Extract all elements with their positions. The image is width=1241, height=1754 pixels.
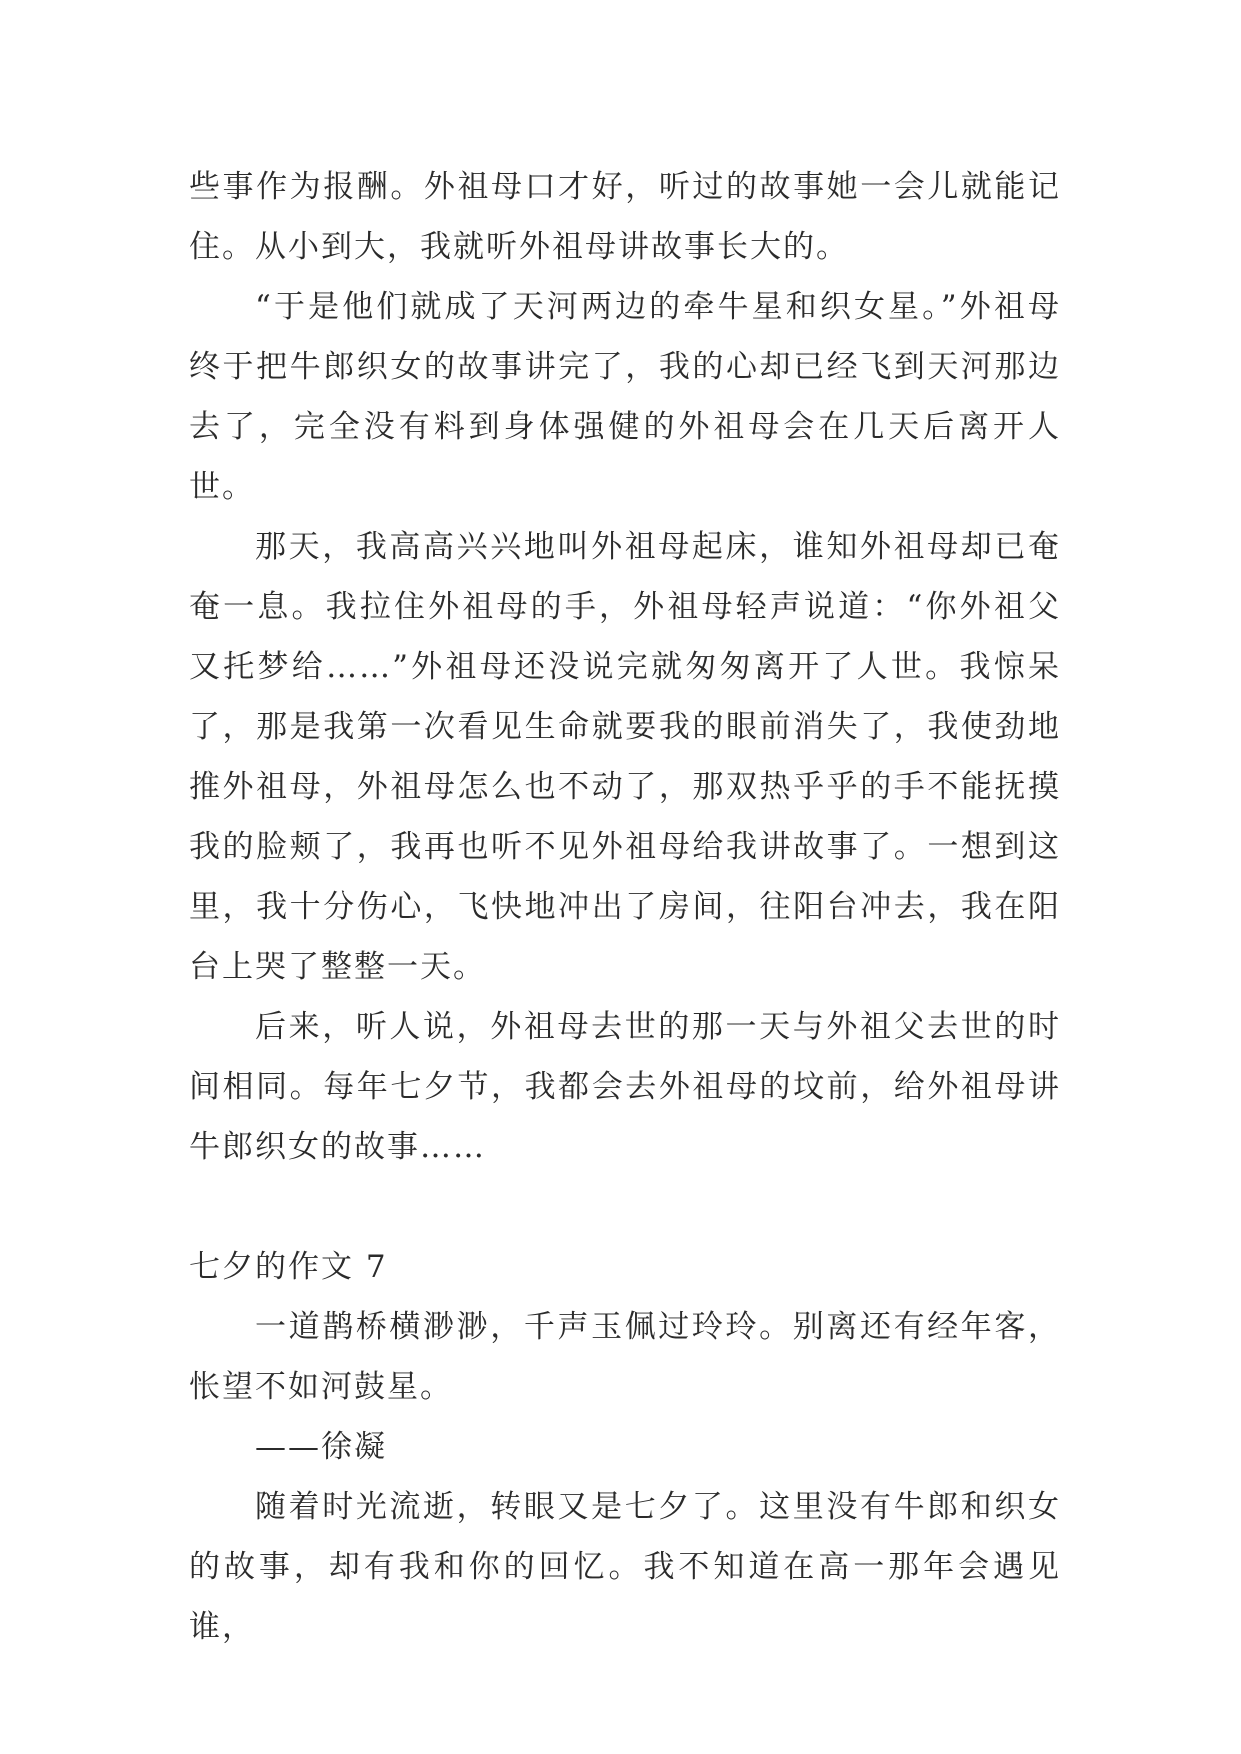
poem-author: ——徐凝	[255, 1429, 387, 1465]
section-title: 七夕的作文 7	[189, 1249, 388, 1285]
poem-text: 一道鹊桥横渺渺，千声玉佩过玲玲。别离还有经年客，怅望不如河鼓星。	[189, 1309, 1061, 1405]
document-body	[189, 157, 1061, 1657]
section-spacer	[189, 1177, 1061, 1237]
paragraph-grandmother-passing: 那天，我高高兴兴地叫外祖母起床，谁知外祖母却已奄奄一息。我拉住外祖母的手，外祖母轻声说道：“你外祖父又托梦给……”外祖母还没说完就匆匆离开了人世。我惊呆了，那是我第一次看见生命就要我的眼前消失了，我使劲地推外祖母，外祖母怎么也不动了，那双热乎乎的手不能抚摸我的脸颊了，我再也听不见外祖母给我讲故事了。一想到这里，我十分伤心，飞快地冲出了房间，往阳台冲去，我在阳台上哭了整整一天。	[189, 529, 1061, 985]
paragraph-afterward: 后来，听人说，外祖母去世的那一天与外祖父去世的时间相同。每年七夕节，我都会去外祖母的坟前，给外祖母讲牛郎织女的故事……	[189, 1009, 1061, 1165]
paragraph-continuation: 些事作为报酬。外祖母口才好，听过的故事她一会儿就能记住。从小到大，我就听外祖母讲故事长大的。	[189, 169, 1061, 265]
paragraph-story-ending: “于是他们就成了天河两边的牵牛星和织女星。”外祖母终于把牛郎织女的故事讲完了，我的心却已经飞到天河那边去了，完全没有料到身体强健的外祖母会在几天后离开人世。	[189, 289, 1061, 505]
paragraph-opening: 随着时光流逝，转眼又是七夕了。这里没有牛郎和织女的故事，却有我和你的回忆。我不知道在高一那年会遇见谁，	[189, 1489, 1061, 1645]
